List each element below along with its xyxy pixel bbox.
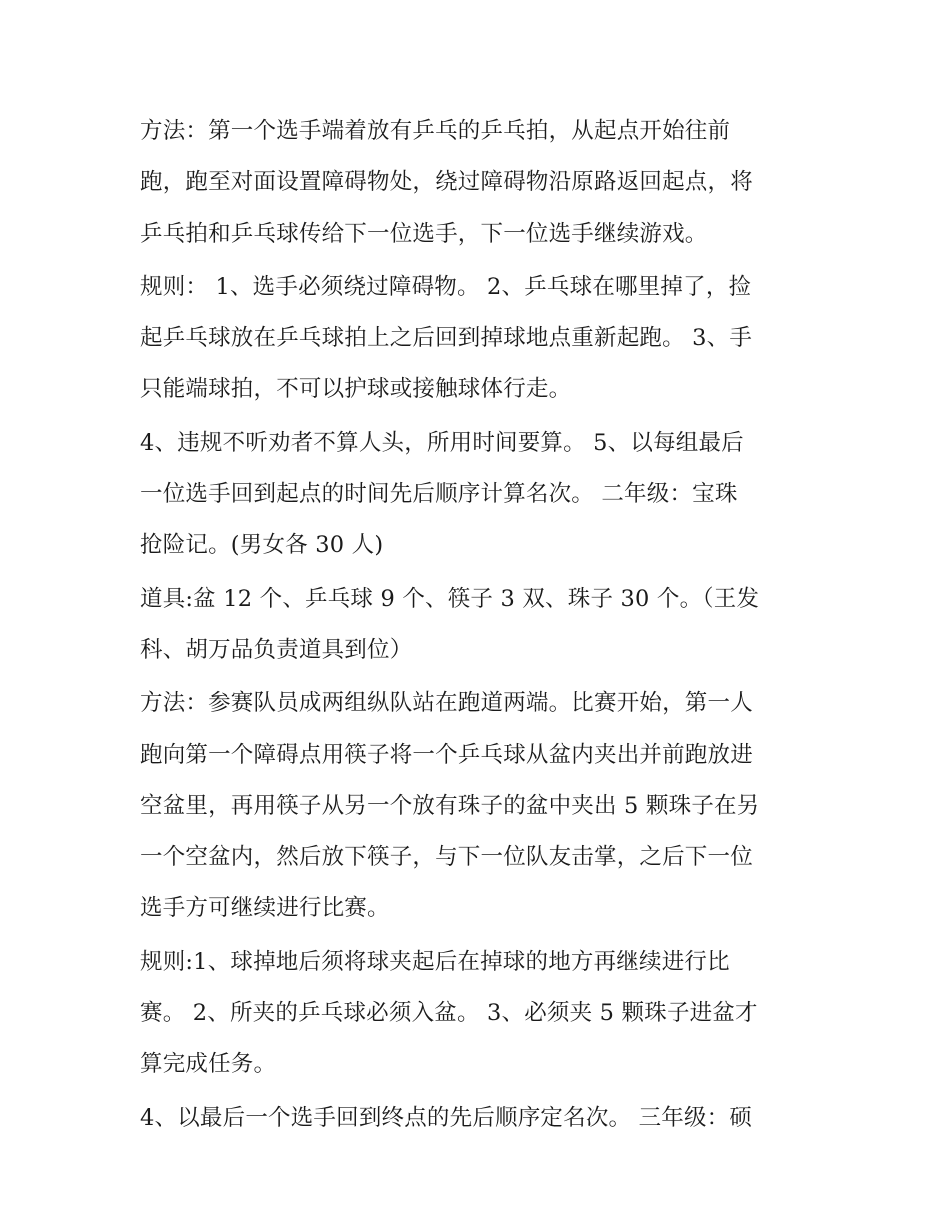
text-line: 方法：第一个选手端着放有乒乓的乒乓拍，从起点开始往前 (140, 118, 731, 144)
paragraph-rules-2 (140, 937, 820, 1091)
document-page (140, 106, 820, 1146)
text-line: 一个空盆内，然后放下筷子，与下一位队友击掌，之后下一位 (140, 844, 753, 871)
text-line: 只能端球拍，不可以护球或接触球体行走。 (140, 376, 572, 403)
text-line: 跑，跑至对面设置障碍物处，绕过障碍物沿原路返回起点，将 (140, 169, 753, 196)
text-line: 科、胡万品负责道具到位） (140, 636, 413, 663)
text-line: 规则： 1、选手必须绕过障碍物。 2、乒乓球在哪里掉了，捡 (140, 273, 752, 300)
paragraph-props-2 (140, 574, 820, 677)
text-line: 一位选手回到起点的时间先后顺序计算名次。 二年级：宝珠 (140, 481, 738, 508)
text-line: 起乒乓球放在乒乓球拍上之后回到掉球地点重新起跑。 3、手 (140, 325, 753, 352)
text-line: 选手方可继续进行比赛。 (140, 895, 390, 922)
text-line: 规则:1、球掉地后须将球夹起后在掉球的地方再继续进行比 (140, 948, 730, 975)
text-line: 抢险记。(男女各 30 人) (140, 532, 384, 559)
text-line: 空盆里，再用筷子从另一个放有珠子的盆中夹出 5 颗珠子在另 (140, 792, 760, 819)
paragraph-rules-2-continued (140, 1093, 820, 1144)
paragraph-method-1 (140, 106, 820, 260)
text-line: 乒乓拍和乒乓球传给下一位选手，下一位选手继续游戏。 (140, 220, 708, 247)
paragraph-rules-1-continued (140, 418, 820, 572)
text-line: 赛。 2、所夹的乒乓球必须入盆。 3、必须夹 5 颗珠子进盆才 (140, 1000, 758, 1027)
text-line: 道具:盆 12 个、乒乓球 9 个、筷子 3 双、珠子 30 个。（王发 (140, 585, 760, 612)
paragraph-rules-1 (140, 262, 820, 416)
text-line: 算完成任务。 (140, 1051, 277, 1078)
text-line: 4、违规不听劝者不算人头，所用时间要算。 5、以每组最后 (140, 429, 744, 456)
text-line: 方法：参赛队员成两组纵队站在跑道两端。比赛开始，第一人 (140, 690, 753, 717)
text-line: 4、以最后一个选手回到终点的先后顺序定名次。 三年级：硕 (140, 1104, 753, 1131)
paragraph-method-2 (140, 678, 820, 934)
text-line: 跑向第一个障碍点用筷子将一个乒乓球从盆内夹出并前跑放进 (140, 741, 753, 768)
